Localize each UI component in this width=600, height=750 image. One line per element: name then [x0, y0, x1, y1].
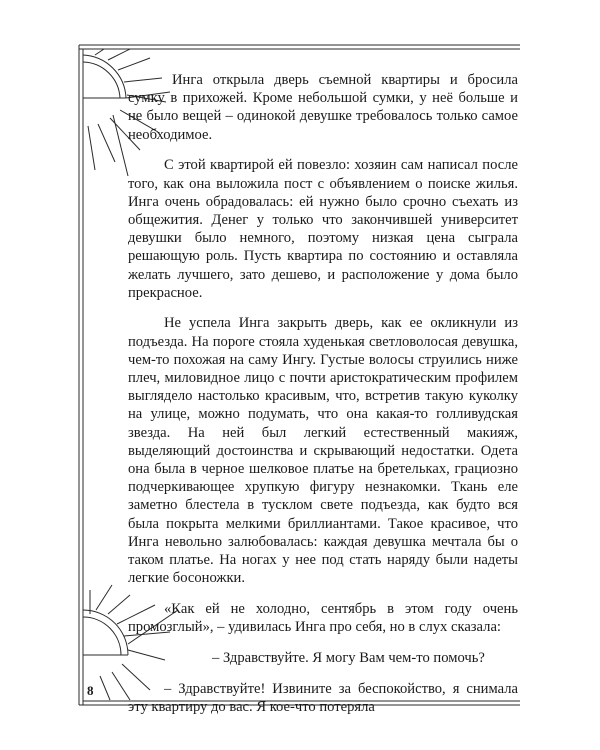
paragraph-1: Инга открыла дверь съемной квартиры и бросила сумку в прихожей. Кроме небольшой сумки, у неё больше и не было вещей – одинокой девушке требовалось только самое необходимое.	[128, 72, 518, 143]
paragraph-4: «Как ей не холодно, сентябрь в этом году очень промозглый», – удивилась Инга про себя, но в слух сказала:	[128, 600, 518, 636]
paragraph-2: С этой квартирой ей повезло: хозяин сам написал после того, как она выложила пост с объявлением о поиске жилья. Инга очень обрадовалась: ей нужно было срочно съехать из общежития. Денег у только что закончившей университет девушки было немного, поэтому низкая цена сыграла решающую роль. Пусть квартира по состоянию и оставляла желать лучшего, зато дешево, и расположение у дома было прекрасное.	[128, 157, 518, 301]
dialog-line-2: – Здравствуйте! Извините за беспокойство, я снимала эту квартиру до вас. Я кое-что потеряла	[128, 680, 518, 715]
story-text	[128, 71, 518, 729]
dialog-line-1: – Здравствуйте. Я могу Вам чем-то помочь?	[212, 649, 485, 666]
paragraph-3: Не успела Инга закрыть дверь, как ее окликнули из подъезда. На пороге стояла худенькая светловолосая девушка, чем-то похожая на саму Ингу. Густые волосы струились ниже плеч, миловидное лицо с почти аристократическим профилем выглядело настолько красивым, что, встретив такую куколку на улице, можно подумать, что она какая-то голливудская звезда. На ней был легкий естественный макияж, выделяющий достоинства и скрывающий недостатки. Одета она была в черное шелковое платье на бретельках, грациозно подчеркивающее хрупкую фигуру незнакомки. Ткань еле заметно блестела в тусклом свете подъезда, как будто вся была покрыта мелкими бриллиантами. Такое красивое, что Инга невольно залюбовалась: каждая девушка мечтала бы о таком платье. На ногах у нее под стать наряду были надеты легкие босоножки.	[128, 315, 518, 587]
page-number: 8	[87, 683, 94, 698]
